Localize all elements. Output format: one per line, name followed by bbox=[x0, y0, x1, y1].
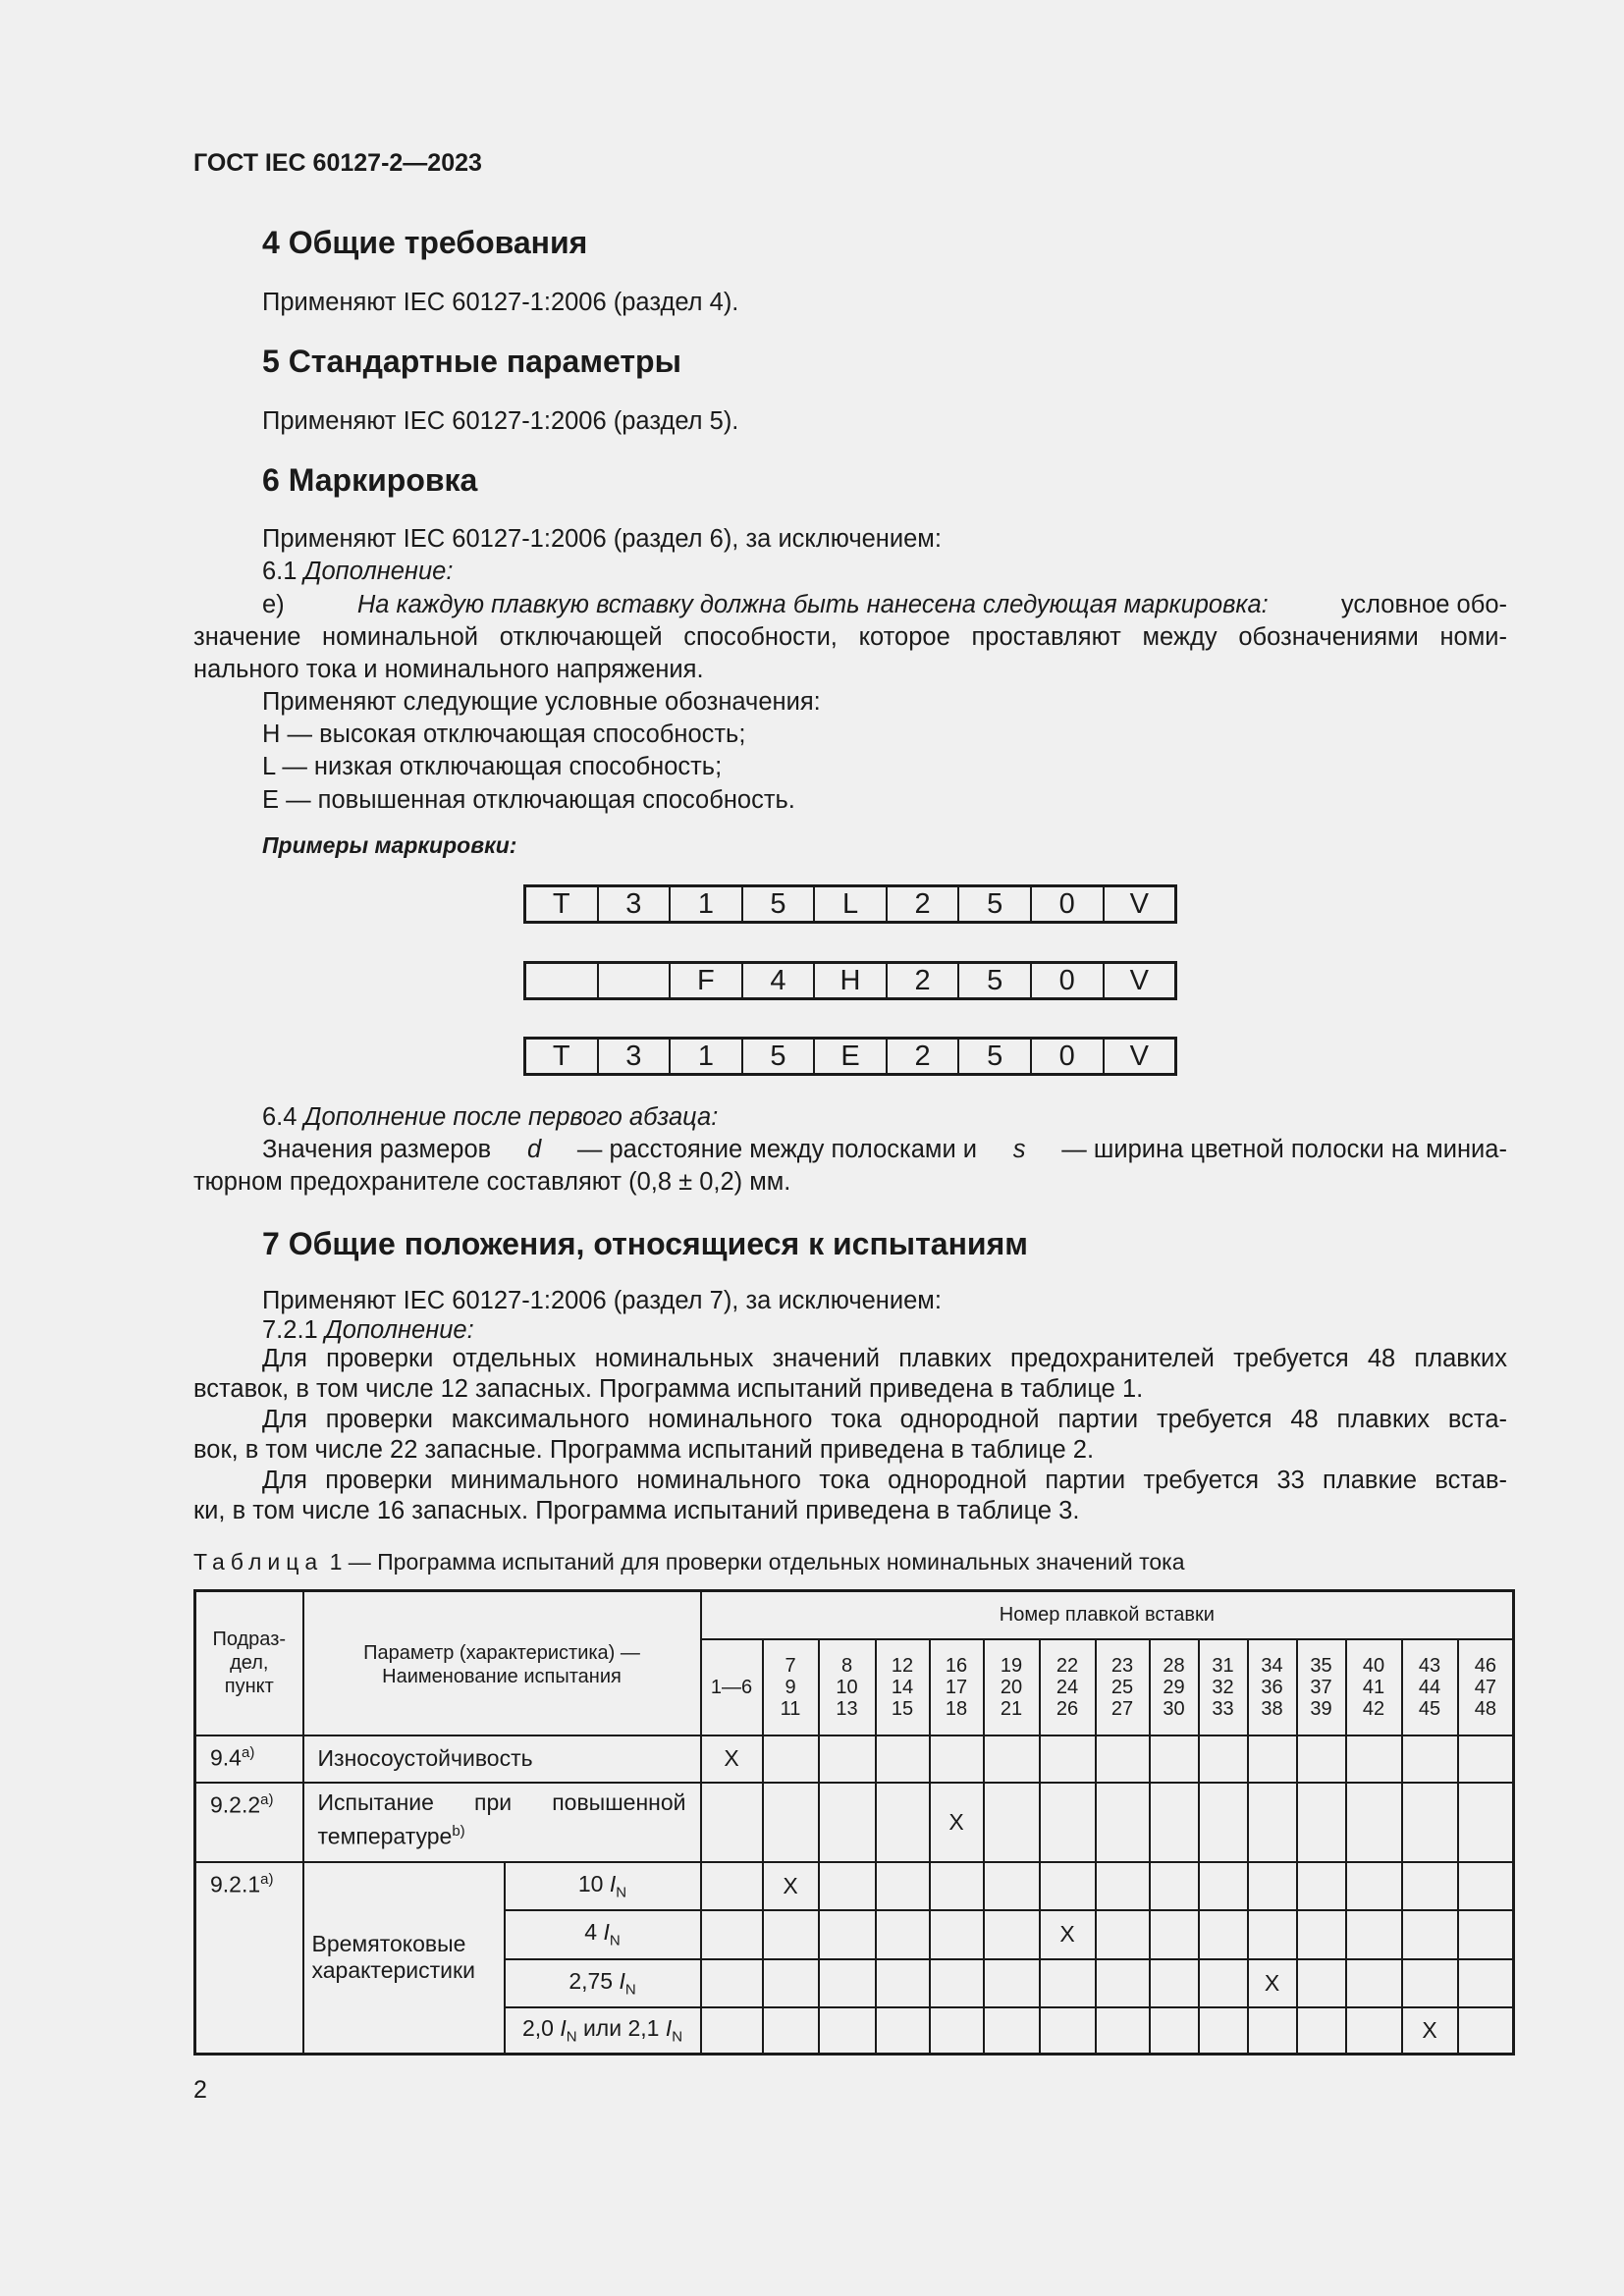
section-5-text: Применяют IEC 60127-1:2006 (раздел 5). bbox=[262, 407, 739, 435]
mark-cell: 2 bbox=[888, 887, 960, 921]
mark-cell bbox=[701, 2007, 763, 2055]
mark-cell bbox=[1248, 1910, 1297, 1959]
mark-cell bbox=[1040, 1959, 1096, 2007]
mark-cell bbox=[701, 1862, 763, 1910]
mark-cell bbox=[1040, 1735, 1096, 1783]
mark-cell bbox=[1150, 1959, 1199, 2007]
mark-cell bbox=[1297, 1910, 1346, 1959]
row-parameter: Испытание при повышенной температуре$^{b)}$ bbox=[303, 1783, 701, 1862]
document-header: ГОСТ IEC 60127-2—2023 bbox=[193, 149, 482, 177]
mark-cell: X bbox=[930, 1783, 984, 1862]
mark-cell: T bbox=[526, 1040, 599, 1073]
section-4-text: Применяют IEC 60127-1:2006 (раздел 4). bbox=[262, 289, 739, 316]
mark-cell bbox=[1346, 1735, 1402, 1783]
section-6-intro: Применяют IEC 60127-1:2006 (раздел 6), за исключением: bbox=[262, 525, 942, 553]
mark-cell bbox=[1248, 2007, 1297, 2055]
mark-cell bbox=[1458, 1862, 1514, 1910]
mark-cell bbox=[701, 1959, 763, 2007]
mark-cell bbox=[984, 1959, 1040, 2007]
mark-cell bbox=[1297, 1959, 1346, 2007]
mark-cell bbox=[599, 964, 672, 997]
section-7-paragraphs bbox=[193, 1344, 1507, 1526]
item-e-line-2: значение номинальной отключающей способности, которое проставляют между обозначениями номи- bbox=[193, 623, 1507, 651]
mark-cell bbox=[819, 1959, 876, 2007]
section-7-heading: 7 Общие положения, относящиеся к испытаниям bbox=[262, 1226, 1028, 1261]
marking-example-3 bbox=[523, 1037, 1177, 1076]
insert-number-cell: 40 41 42 bbox=[1346, 1639, 1402, 1735]
section-5-heading: 5 Стандартные параметры bbox=[262, 344, 681, 379]
mark-cell bbox=[1297, 1735, 1346, 1783]
mark-cell bbox=[819, 1862, 876, 1910]
mark-cell bbox=[1346, 1783, 1402, 1862]
insert-number-cell: 28 29 30 bbox=[1150, 1639, 1199, 1735]
row-subsection: 9.4$^{a)}$ bbox=[195, 1735, 303, 1783]
table-row bbox=[195, 1735, 1514, 1783]
mark-cell bbox=[984, 1735, 1040, 1783]
mark-cell: X bbox=[763, 1862, 819, 1910]
mark-cell bbox=[819, 2007, 876, 2055]
insert-number-cell: 23 25 27 bbox=[1096, 1639, 1150, 1735]
mark-cell bbox=[1346, 1862, 1402, 1910]
mark-cell bbox=[1346, 1959, 1402, 2007]
insert-number-cell: 35 37 39 bbox=[1297, 1639, 1346, 1735]
p1-line-1: Для проверки отдельных номинальных значений плавких предохранителей требуется 48 плавких bbox=[262, 1345, 1507, 1372]
row-group-parameter: Времятоковые характеристики bbox=[303, 1862, 505, 2055]
mark-cell bbox=[701, 1783, 763, 1862]
mark-cell: 2 bbox=[888, 964, 960, 997]
insert-number-cell: 8 10 13 bbox=[819, 1639, 876, 1735]
item-7-2-1: 7.2.1 Дополнение: bbox=[262, 1316, 474, 1344]
mark-cell bbox=[1458, 2007, 1514, 2055]
table-1 bbox=[193, 1589, 1515, 2056]
mark-cell bbox=[1040, 1783, 1096, 1862]
table-header-row bbox=[195, 1591, 1514, 1639]
mark-cell bbox=[1458, 1783, 1514, 1862]
insert-number-cell: 19 20 21 bbox=[984, 1639, 1040, 1735]
p3-line-1: Для проверки минимального номинального тока однородной партии требуется 33 плавкие встав- bbox=[262, 1467, 1507, 1494]
mark-cell bbox=[1199, 1862, 1248, 1910]
mark-cell bbox=[763, 1910, 819, 1959]
mark-cell bbox=[1402, 1783, 1458, 1862]
mark-cell bbox=[1150, 1783, 1199, 1862]
item-e-line-3: нального тока и номинального напряжения. bbox=[193, 656, 704, 683]
mark-cell bbox=[876, 1783, 930, 1862]
current-value: 4 $I_N$ bbox=[505, 1910, 701, 1959]
symbol-l: L — низкая отключающая способность; bbox=[262, 753, 723, 780]
mark-cell: X bbox=[1248, 1959, 1297, 2007]
mark-cell: F bbox=[671, 964, 743, 997]
mark-cell bbox=[763, 1959, 819, 2007]
mark-cell: T bbox=[526, 887, 599, 921]
mark-cell: 2 bbox=[888, 1040, 960, 1073]
mark-cell bbox=[1096, 1783, 1150, 1862]
marking-example-2 bbox=[523, 961, 1177, 1000]
mark-cell bbox=[1402, 1862, 1458, 1910]
insert-number-cell: 1—6 bbox=[701, 1639, 763, 1735]
mark-cell bbox=[701, 1910, 763, 1959]
mark-cell bbox=[1402, 1959, 1458, 2007]
col-header-parameter: Параметр (характеристика) — Наименование испытания bbox=[303, 1591, 701, 1735]
mark-cell bbox=[984, 1910, 1040, 1959]
dims-line-1: Значения размеров d — расстояние между полосками и s — ширина цветной полоски на миниа- bbox=[262, 1136, 1507, 1163]
mark-cell: H bbox=[815, 964, 888, 997]
current-value: 10 $I_N$ bbox=[505, 1862, 701, 1910]
mark-cell: 5 bbox=[959, 964, 1032, 997]
mark-cell: V bbox=[1129, 887, 1149, 920]
section-6-heading: 6 Маркировка bbox=[262, 462, 478, 498]
mark-cell bbox=[1199, 2007, 1248, 2055]
mark-cell bbox=[1458, 1735, 1514, 1783]
mark-cell bbox=[1096, 1910, 1150, 1959]
col-header-subsection: Подраз- дел, пункт bbox=[195, 1591, 303, 1735]
mark-cell bbox=[1096, 1735, 1150, 1783]
mark-cell bbox=[763, 2007, 819, 2055]
page-number: 2 bbox=[193, 2076, 207, 2104]
mark-cell bbox=[526, 964, 599, 997]
row-subsection: 9.2.1$^{a)}$ bbox=[195, 1862, 303, 2055]
p2-line-2: вок, в том числе 22 запасные. Программа испытаний приведена в таблице 2. bbox=[193, 1436, 1095, 1464]
mark-cell bbox=[763, 1783, 819, 1862]
mark-cell bbox=[1150, 1910, 1199, 1959]
mark-cell bbox=[819, 1735, 876, 1783]
mark-cell: X bbox=[1040, 1910, 1096, 1959]
examples-title: Примеры маркировки: bbox=[262, 832, 517, 858]
mark-cell: 0 bbox=[1032, 964, 1105, 997]
mark-cell bbox=[930, 1959, 984, 2007]
symbol-e: E — повышенная отключающая способность. bbox=[262, 786, 795, 814]
mark-cell bbox=[1297, 2007, 1346, 2055]
table-row bbox=[195, 1862, 1514, 1910]
mark-cell: 5 bbox=[743, 887, 816, 921]
symbol-h: H — высокая отключающая способность; bbox=[262, 721, 746, 748]
mark-cell bbox=[1150, 2007, 1199, 2055]
mark-cell bbox=[819, 1783, 876, 1862]
mark-cell bbox=[1402, 1910, 1458, 1959]
insert-number-cell: 31 32 33 bbox=[1199, 1639, 1248, 1735]
mark-cell bbox=[1040, 2007, 1096, 2055]
mark-cell bbox=[984, 1862, 1040, 1910]
row-subsection: 9.2.2$^{a)}$ bbox=[195, 1783, 303, 1862]
mark-cell bbox=[1150, 1862, 1199, 1910]
insert-number-cell: 46 47 48 bbox=[1458, 1639, 1514, 1735]
mark-cell bbox=[1150, 1735, 1199, 1783]
table-row bbox=[195, 1783, 1514, 1862]
mark-cell bbox=[1199, 1910, 1248, 1959]
p1-line-2: вставок, в том числе 12 запасных. Программа испытаний приведена в таблице 1. bbox=[193, 1375, 1144, 1403]
insert-number-cell: 43 44 45 bbox=[1402, 1639, 1458, 1735]
mark-cell bbox=[1458, 1910, 1514, 1959]
apply-symbols: Применяют следующие условные обозначения: bbox=[262, 688, 821, 716]
insert-number-cell: 7 9 11 bbox=[763, 1639, 819, 1735]
mark-cell: 4 bbox=[743, 964, 816, 997]
mark-cell: 0 bbox=[1032, 1040, 1105, 1073]
mark-cell bbox=[876, 1959, 930, 2007]
mark-cell: X bbox=[1402, 2007, 1458, 2055]
item-6-1: 6.1 Дополнение: bbox=[262, 558, 454, 585]
p3-line-2: ки, в том числе 16 запасных. Программа испытаний приведена в таблице 3. bbox=[193, 1497, 1080, 1524]
mark-cell bbox=[1297, 1783, 1346, 1862]
mark-cell: 1 bbox=[671, 1040, 743, 1073]
item-6-4: 6.4 Дополнение после первого абзаца: bbox=[262, 1103, 719, 1131]
mark-cell bbox=[876, 1735, 930, 1783]
mark-cell bbox=[1458, 1959, 1514, 2007]
mark-cell bbox=[984, 2007, 1040, 2055]
insert-number-cell: 22 24 26 bbox=[1040, 1639, 1096, 1735]
current-value: 2,75 $I_N$ bbox=[505, 1959, 701, 2007]
section-7-intro: Применяют IEC 60127-1:2006 (раздел 7), за исключением: bbox=[262, 1287, 942, 1314]
insert-number-cell: 16 17 18 bbox=[930, 1639, 984, 1735]
dims-line-2: тюрном предохранителе составляют (0,8 ± 0,2) мм. bbox=[193, 1168, 791, 1196]
mark-cell bbox=[876, 1862, 930, 1910]
mark-cell bbox=[1248, 1783, 1297, 1862]
mark-cell bbox=[876, 2007, 930, 2055]
mark-cell bbox=[1402, 1735, 1458, 1783]
marking-example-1 bbox=[523, 884, 1177, 924]
mark-cell bbox=[1040, 1862, 1096, 1910]
item-e-line-1: e) На каждую плавкую вставку должна быть нанесена следующая маркировка: условное обо- bbox=[262, 591, 1507, 618]
col-header-insert-number: Номер плавкой вставки bbox=[701, 1591, 1514, 1639]
mark-cell: 1 bbox=[671, 887, 743, 921]
mark-cell bbox=[984, 1783, 1040, 1862]
mark-cell: X bbox=[701, 1735, 763, 1783]
mark-cell: V bbox=[1129, 964, 1149, 996]
mark-cell bbox=[1096, 1862, 1150, 1910]
row-parameter: Износоустойчивость bbox=[303, 1735, 701, 1783]
mark-cell bbox=[1199, 1783, 1248, 1862]
section-4-heading: 4 Общие требования bbox=[262, 225, 588, 260]
mark-cell bbox=[1096, 2007, 1150, 2055]
mark-cell: E bbox=[815, 1040, 888, 1073]
p2-line-1: Для проверки максимального номинального тока однородной партии требуется 48 плавких вста- bbox=[262, 1406, 1507, 1433]
mark-cell bbox=[1199, 1959, 1248, 2007]
current-value: 2,0 $I_N$ или 2,1 $I_N$ bbox=[505, 2007, 701, 2055]
mark-cell: 3 bbox=[599, 1040, 672, 1073]
mark-cell: 0 bbox=[1032, 887, 1105, 921]
mark-cell: 5 bbox=[959, 1040, 1032, 1073]
mark-cell: 5 bbox=[743, 1040, 816, 1073]
mark-cell bbox=[1248, 1862, 1297, 1910]
mark-cell bbox=[1297, 1862, 1346, 1910]
dims-paragraph bbox=[193, 1134, 1507, 1199]
mark-cell: L bbox=[815, 887, 888, 921]
insert-number-cell: 34 36 38 bbox=[1248, 1639, 1297, 1735]
mark-cell bbox=[930, 1862, 984, 1910]
mark-cell: V bbox=[1129, 1040, 1149, 1072]
mark-cell bbox=[1248, 1735, 1297, 1783]
mark-cell bbox=[763, 1735, 819, 1783]
mark-cell bbox=[1346, 1910, 1402, 1959]
mark-cell bbox=[876, 1910, 930, 1959]
mark-cell bbox=[819, 1910, 876, 1959]
item-e-paragraph bbox=[193, 589, 1507, 686]
mark-cell: 5 bbox=[959, 887, 1032, 921]
mark-cell bbox=[930, 2007, 984, 2055]
mark-cell bbox=[1199, 1735, 1248, 1783]
mark-cell: 3 bbox=[599, 887, 672, 921]
insert-number-cell: 12 14 15 bbox=[876, 1639, 930, 1735]
mark-cell bbox=[930, 1910, 984, 1959]
mark-cell bbox=[1096, 1959, 1150, 2007]
mark-cell bbox=[930, 1735, 984, 1783]
table-1-caption: Таблица 1 — Программа испытаний для проверки отдельных номинальных значений тока bbox=[193, 1549, 1185, 1575]
mark-cell bbox=[1346, 2007, 1402, 2055]
